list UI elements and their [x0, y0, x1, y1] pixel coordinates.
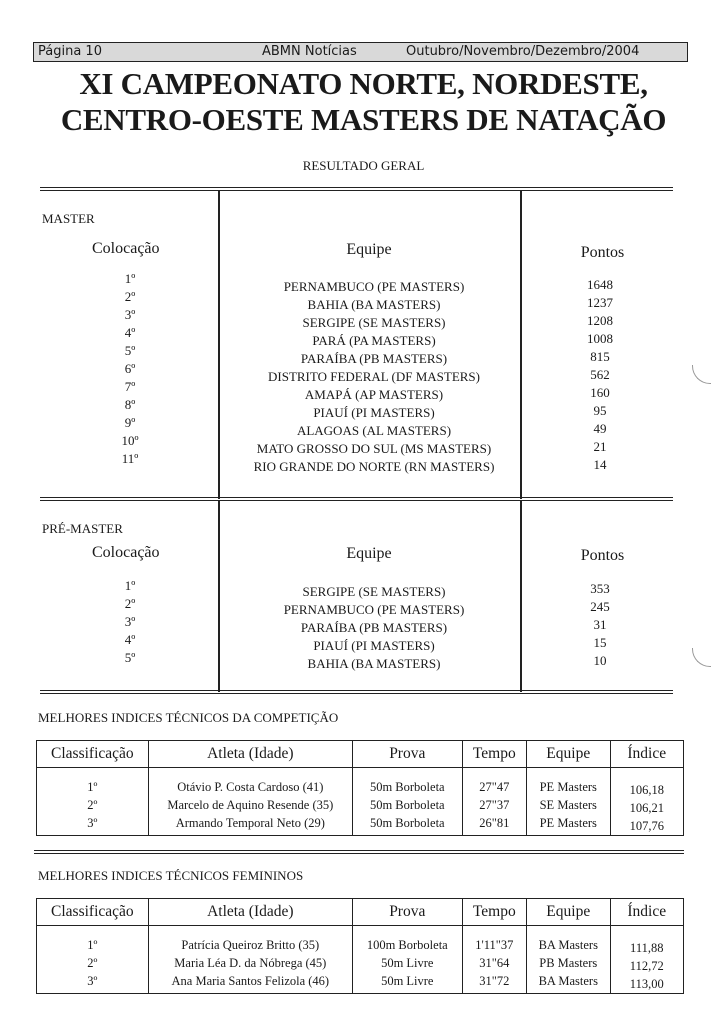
time-cell: 1'11"37 — [475, 938, 514, 952]
team-cell: PB Masters — [539, 956, 598, 970]
list-item: PIAUÍ (PI MASTERS) — [313, 638, 435, 653]
list-item: SERGIPE (SE MASTERS) — [302, 315, 446, 330]
page-title-line2: CENTRO-OESTE MASTERS DE NATAÇÃO — [60, 102, 667, 137]
list-item: SERGIPE (SE MASTERS) — [302, 584, 446, 599]
index-cell: 107,76 — [629, 819, 664, 833]
table-row — [37, 926, 684, 994]
col-header: Índice — [610, 741, 683, 768]
premaster-teams-list — [222, 583, 526, 673]
time-cell: 31"64 — [479, 956, 510, 970]
place-cell: 2º — [87, 956, 98, 970]
divider — [40, 187, 673, 191]
index-cell: 111,88 — [630, 941, 664, 955]
athlete-cell: Ana Maria Santos Felizola (46) — [171, 974, 330, 988]
list-item: 1208 — [587, 313, 613, 328]
table-row — [37, 768, 684, 836]
list-item: 7º — [124, 379, 136, 394]
time-cell: 26"81 — [479, 816, 510, 830]
premaster-label: PRÉ-MASTER — [42, 521, 123, 536]
list-item: 1º — [124, 578, 136, 593]
place-cell: 3º — [87, 974, 98, 988]
col-header: Atleta (Idade) — [148, 899, 352, 926]
team-cell: PE Masters — [539, 780, 597, 794]
best-female-title: MELHORES INDICES TÉCNICOS FEMININOS — [38, 868, 304, 883]
event-cell: 50m Borboleta — [369, 780, 445, 794]
master-places-list — [100, 270, 160, 468]
place-cell: 1º — [87, 938, 98, 952]
athlete-cell: Armando Temporal Neto (29) — [175, 816, 325, 830]
list-item: 1º — [124, 271, 136, 286]
list-item: PARÁ (PA MASTERS) — [312, 333, 436, 348]
premaster-places-list — [100, 577, 160, 667]
publication-name: ABMN Notícias — [262, 44, 357, 59]
list-item: 1237 — [587, 295, 613, 310]
col-header: Tempo — [462, 741, 526, 768]
list-item: 245 — [590, 599, 610, 614]
master-col-place: Colocação — [92, 240, 160, 257]
index-cell: 112,72 — [629, 959, 664, 973]
event-cell: 50m Borboleta — [369, 816, 445, 830]
col-header: Índice — [610, 899, 683, 926]
index-cell: 106,21 — [629, 801, 664, 815]
time-cell: 27"37 — [479, 798, 510, 812]
time-cell: 31"72 — [479, 974, 510, 988]
place-cell: 1º — [87, 780, 98, 794]
athlete-cell: Marcelo de Aquino Resende (35) — [167, 798, 334, 812]
premaster-col-team: Equipe — [346, 545, 392, 562]
list-item: PARAÍBA (PB MASTERS) — [300, 620, 448, 635]
index-cell: 113,00 — [629, 977, 664, 991]
event-cell: 50m Borboleta — [369, 798, 445, 812]
column-divider — [218, 501, 220, 692]
team-cell: SE Masters — [539, 798, 597, 812]
list-item: AMAPÁ (AP MASTERS) — [304, 387, 444, 402]
list-item: 353 — [590, 581, 610, 596]
list-item: 3º — [124, 614, 136, 629]
best-overall-title: MELHORES INDICES TÉCNICOS DA COMPETIÇÃO — [38, 710, 339, 725]
athlete-cell: Maria Léa D. da Nóbrega (45) — [174, 956, 327, 970]
col-header: Tempo — [462, 899, 526, 926]
col-header: Prova — [352, 899, 462, 926]
col-header: Classificação — [37, 741, 149, 768]
place-cell: 3º — [87, 816, 98, 830]
event-cell: 50m Livre — [381, 974, 434, 988]
master-label: MASTER — [42, 211, 95, 226]
master-teams-list — [222, 278, 526, 476]
list-item: 5º — [124, 343, 136, 358]
time-cell: 27"47 — [479, 780, 510, 794]
list-item: 11º — [121, 451, 139, 466]
list-item: 815 — [590, 349, 610, 364]
master-col-team: Equipe — [346, 241, 392, 258]
team-cell: BA Masters — [538, 938, 598, 952]
list-item: 21 — [593, 439, 607, 454]
index-cell: 106,18 — [629, 783, 664, 797]
punch-hole-mark — [692, 365, 711, 384]
list-item: 2º — [124, 596, 136, 611]
col-header: Atleta (Idade) — [148, 741, 352, 768]
divider — [40, 690, 673, 694]
col-header: Classificação — [37, 899, 149, 926]
col-header: Prova — [352, 741, 462, 768]
team-cell: PE Masters — [539, 816, 597, 830]
page-header — [33, 42, 688, 62]
list-item: 5º — [124, 650, 136, 665]
list-item: 95 — [593, 403, 607, 418]
divider — [34, 850, 684, 854]
premaster-col-place: Colocação — [92, 544, 160, 561]
divider — [40, 497, 673, 501]
best-female-table — [36, 898, 684, 994]
list-item: 1648 — [587, 277, 613, 292]
team-cell: BA Masters — [538, 974, 598, 988]
place-cell: 2º — [87, 798, 98, 812]
list-item: 31 — [593, 617, 607, 632]
list-item: PERNAMBUCO (PE MASTERS) — [283, 279, 465, 294]
list-item: 15 — [593, 635, 607, 650]
list-item: 49 — [593, 421, 607, 436]
event-cell: 100m Borboleta — [366, 938, 448, 952]
col-header: Equipe — [527, 899, 611, 926]
issue-date: Outubro/Novembro/Dezembro/2004 — [406, 44, 640, 59]
list-item: ALAGOAS (AL MASTERS) — [296, 423, 452, 438]
page-number: Página 10 — [38, 44, 102, 59]
section-subtitle: RESULTADO GERAL — [302, 158, 425, 173]
list-item: PARAÍBA (PB MASTERS) — [300, 351, 448, 366]
event-cell: 50m Livre — [381, 956, 434, 970]
best-overall-table — [36, 740, 684, 836]
list-item: 3º — [124, 307, 136, 322]
list-item: 160 — [590, 385, 610, 400]
list-item: 6º — [124, 361, 136, 376]
list-item: PERNAMBUCO (PE MASTERS) — [283, 602, 465, 617]
athlete-cell: Patrícia Queiroz Britto (35) — [181, 938, 320, 952]
list-item: 10º — [121, 433, 139, 448]
column-divider — [218, 191, 220, 499]
premaster-col-points: Pontos — [580, 547, 625, 564]
list-item: BAHIA (BA MASTERS) — [307, 656, 441, 671]
list-item: MATO GROSSO DO SUL (MS MASTERS) — [256, 441, 492, 456]
page-title-line1: XI CAMPEONATO NORTE, NORDESTE, — [79, 66, 648, 101]
list-item: 9º — [124, 415, 136, 430]
col-header: Equipe — [527, 741, 611, 768]
list-item: 8º — [124, 397, 136, 412]
list-item: BAHIA (BA MASTERS) — [307, 297, 441, 312]
premaster-points-list — [560, 580, 640, 670]
punch-hole-mark — [692, 648, 711, 667]
athlete-cell: Otávio P. Costa Cardoso (41) — [177, 780, 324, 794]
list-item: DISTRITO FEDERAL (DF MASTERS) — [268, 369, 480, 384]
list-item: PIAUÍ (PI MASTERS) — [313, 405, 435, 420]
master-col-points: Pontos — [580, 244, 625, 261]
list-item: 2º — [124, 289, 136, 304]
list-item: 4º — [124, 325, 136, 340]
list-item: 10 — [593, 653, 607, 668]
list-item: 4º — [124, 632, 136, 647]
list-item: 562 — [590, 367, 610, 382]
master-points-list — [560, 276, 640, 474]
list-item: RIO GRANDE DO NORTE (RN MASTERS) — [253, 459, 495, 474]
list-item: 14 — [593, 457, 607, 472]
list-item: 1008 — [587, 331, 613, 346]
